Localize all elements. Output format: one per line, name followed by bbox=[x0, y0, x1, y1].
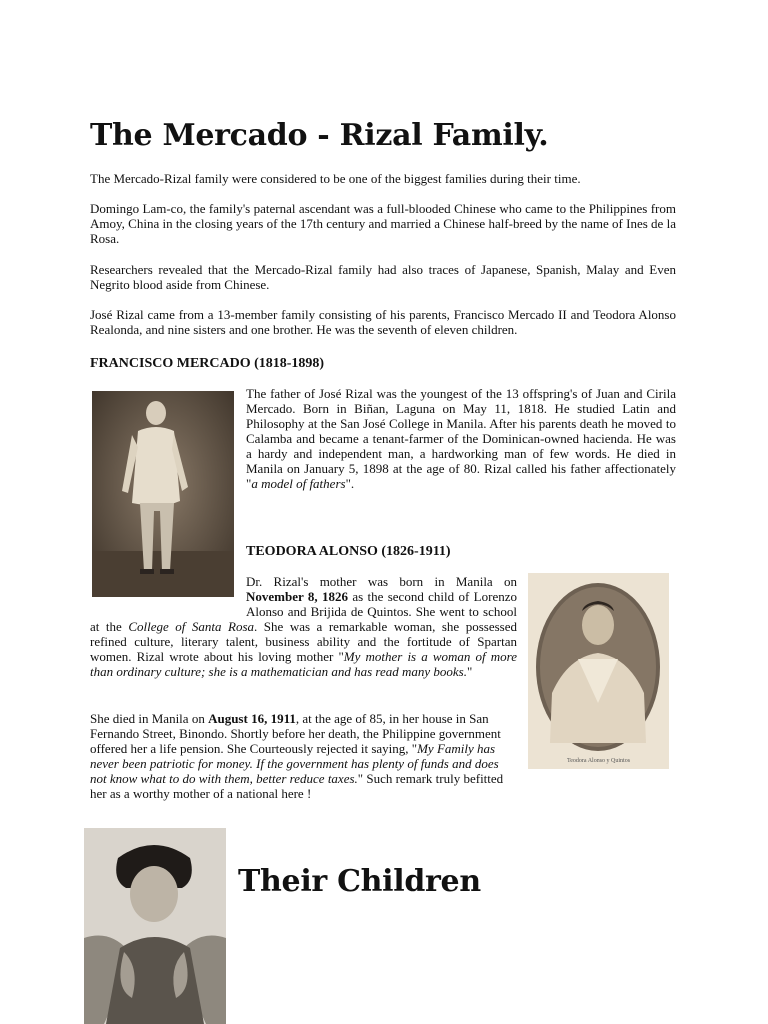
teodora-p1-a: Dr. Rizal's mother was born in Manila on bbox=[246, 574, 517, 589]
teodora-p1-b: as the second child of Lorenzo Alonso and Brijida de Quintos. She went to school at the bbox=[90, 589, 517, 634]
children-photo bbox=[84, 828, 226, 1024]
children-heading: Their Children bbox=[238, 864, 481, 899]
teodora-p1-c: . She was a remarkable woman, she possessed refined culture, literary talent, business ability and the fortitude of Spartan women. Rizal wrote about his loving mother " bbox=[90, 619, 517, 664]
teodora-paragraph-1 bbox=[90, 574, 517, 679]
teodora-birth-date: November 8, 1826 bbox=[246, 589, 348, 604]
domingo-paragraph: Domingo Lam-co, the family's paternal ascendant was a full-blooded Chinese who came to the Philippines from Amoy, China in the closing years of the 17th century and married a Chinese half-breed by the name of Ines de la Rosa. bbox=[90, 201, 676, 246]
francisco-heading: FRANCISCO MERCADO (1818-1898) bbox=[90, 356, 325, 371]
intro-paragraph: The Mercado-Rizal family were considered to be one of the biggest families during their time. bbox=[90, 171, 581, 186]
jose-paragraph: José Rizal came from a 13-member family consisting of his parents, Francisco Mercado II and Teodora Alonso Realonda, and nine sisters and one brother. He was the seventh of eleven children. bbox=[90, 307, 676, 337]
teodora-p2-quote: My Family has never been patriotic for money. If the government has plenty of funds and does not know what to do with them, better reduce taxes. bbox=[90, 741, 499, 786]
francisco-text bbox=[246, 386, 676, 491]
teodora-photo bbox=[528, 573, 669, 769]
researchers-paragraph: Researchers revealed that the Mercado-Rizal family had also traces of Japanese, Spanish, Malay and Even Negrito blood aside from Chinese. bbox=[90, 262, 676, 292]
teodora-paragraph-2 bbox=[90, 711, 517, 801]
teodora-death-date: August 16, 1911 bbox=[208, 711, 296, 726]
teodora-p2-b: , at the age of 85, in her house in San Fernando Street, Binondo. Shortly before her death, the Philippine government offered her a life pension. She Courteously rejected it saying, " bbox=[90, 711, 501, 756]
teodora-school: College of Santa Rosa bbox=[128, 619, 255, 634]
page-title: The Mercado - Rizal Family. bbox=[90, 118, 549, 153]
francisco-quote: a model of fathers bbox=[251, 476, 346, 491]
teodora-p1-quote: My mother is a woman of more than ordinary culture; she is a mathematician and has read many books. bbox=[90, 649, 517, 679]
teodora-p2-a: She died in Manila on bbox=[90, 711, 209, 726]
teodora-p1-end: " bbox=[466, 664, 473, 679]
teodora-heading: TEODORA ALONSO (1826-1911) bbox=[246, 544, 451, 559]
francisco-photo bbox=[92, 391, 234, 597]
francisco-body: The father of José Rizal was the youngest of the 13 offspring's of Juan and Cirila Mercado. Born in Biñan, Laguna on May 11, 1818. He studied Latin and Philosophy at the San José College in Manila. After his parents death he moved to Calamba and became a tenant-farmer of the Dominican-owned hacienda. He was a hardy and independent man, a hardworking man of few words. He died in Manila on January 5, 1898 at the age of 80. Rizal called his father affectionately " bbox=[246, 386, 676, 491]
francisco-end: ". bbox=[345, 476, 355, 491]
teodora-p2-c: " Such remark truly befitted her as a worthy mother of a national here ! bbox=[90, 771, 504, 801]
teodora-photo-caption: Teodora Alonso y Quintos bbox=[566, 758, 631, 764]
